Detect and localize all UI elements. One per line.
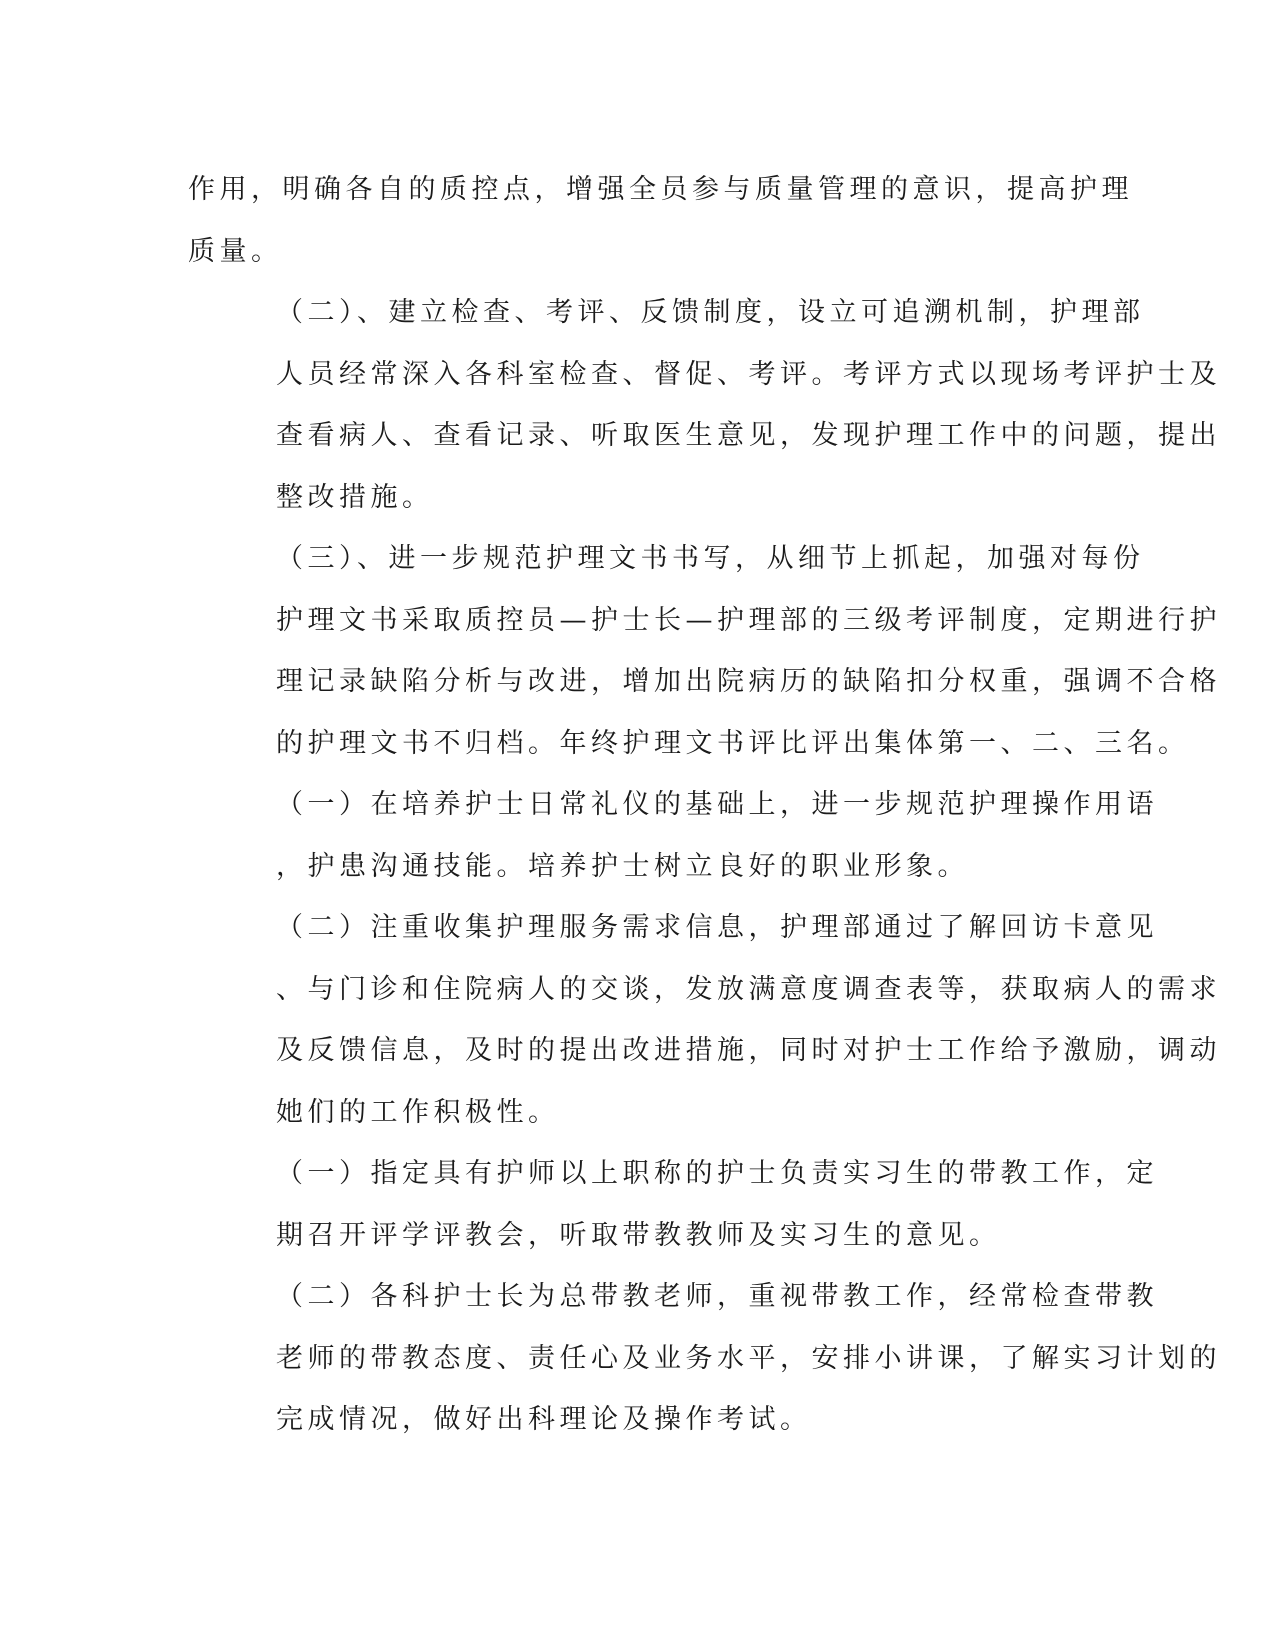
text-line: 及反馈信息，及时的提出改进措施，同时对护士工作给予激励，调动 (276, 1035, 1221, 1066)
paragraph-5 (188, 897, 1221, 1143)
text-line: 质量。 (188, 235, 283, 267)
text-line: （二）各科护士长为总带教老师，重视带教工作，经常检查带教 (276, 1281, 1158, 1312)
text-line: 期召开评学评教会，听取带教教师及实习生的意见。 (276, 1219, 1001, 1251)
text-line: （三）、进一步规范护理文书书写，从细节上抓起，加强对每份 (276, 543, 1145, 574)
paragraph-4 (188, 774, 1158, 897)
text-line: 她们的工作积极性。 (276, 1096, 560, 1128)
paragraph-7 (188, 1266, 1221, 1451)
paragraph-1 (188, 159, 1133, 282)
text-line: 查看病人、查看记录、听取医生意见，发现护理工作中的问题，提出 (276, 420, 1221, 451)
text-line: （一）在培养护士日常礼仪的基础上，进一步规范护理操作用语 (276, 789, 1158, 820)
text-line: 整改措施。 (276, 481, 434, 513)
paragraph-3 (188, 528, 1221, 774)
text-line: 理记录缺陷分析与改进，增加出院病历的缺陷扣分权重，强调不合格 (276, 666, 1221, 697)
text-line: （二）、建立检查、考评、反馈制度，设立可追溯机制，护理部 (276, 297, 1145, 328)
text-line: 老师的带教态度、责任心及业务水平，安排小讲课，了解实习计划的 (276, 1342, 1221, 1374)
text-line: 完成情况，做好出科理论及操作考试。 (276, 1404, 812, 1435)
text-line: 作用，明确各自的质控点，增强全员参与质量管理的意识，提高护理 (188, 174, 1133, 205)
text-line: 的护理文书不归档。年终护理文书评比评出集体第一、二、三名。 (276, 727, 1190, 759)
text-line: 护理文书采取质控员—护士长—护理部的三级考评制度，定期进行护 (276, 604, 1221, 636)
text-line: 、与门诊和住院病人的交谈，发放满意度调查表等，获取病人的需求 (276, 973, 1221, 1005)
paragraph-6 (188, 1143, 1158, 1266)
text-line: （一）指定具有护师以上职称的护士负责实习生的带教工作，定 (276, 1158, 1158, 1189)
document-body (188, 159, 1221, 1451)
paragraph-2 (188, 282, 1221, 528)
text-line: ，护患沟通技能。培养护士树立良好的职业形象。 (276, 850, 969, 882)
text-line: （二）注重收集护理服务需求信息，护理部通过了解回访卡意见 (276, 912, 1158, 943)
text-line: 人员经常深入各科室检查、督促、考评。考评方式以现场考评护士及 (276, 358, 1221, 390)
